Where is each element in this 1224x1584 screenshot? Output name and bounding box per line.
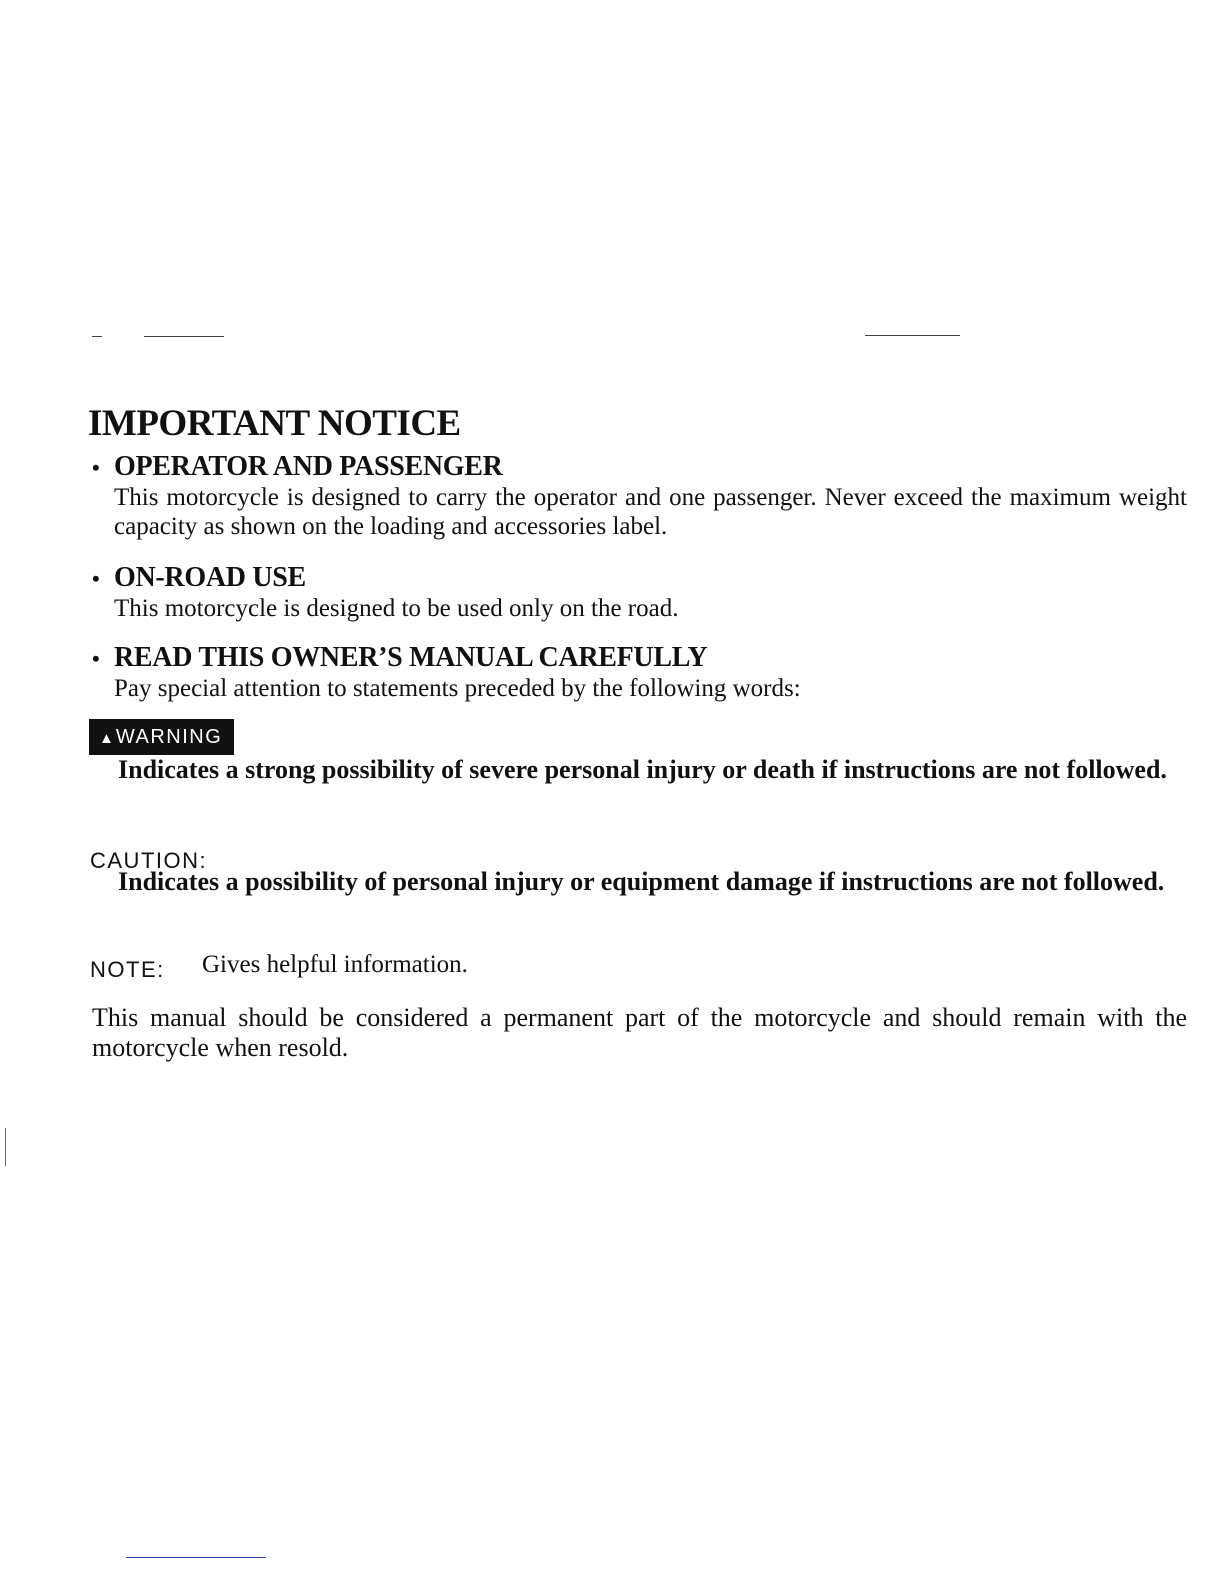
section-heading: • ON-ROAD USE — [92, 562, 306, 593]
top-left-rule-long — [144, 336, 224, 337]
bullet: • — [92, 455, 100, 480]
caution-label: CAUTION: — [90, 848, 208, 873]
bottom-rule — [126, 1557, 266, 1558]
closing-paragraph: This manual should be considered a permanent part of the motorcycle and should remain with the motorcycle when resold. — [92, 1003, 1187, 1062]
section-operator-passenger — [92, 452, 1187, 541]
warning-badge — [89, 719, 234, 755]
warning-text: Indicates a strong possibility of severe personal injury or death if instructions are not followed. — [118, 755, 1167, 784]
top-left-rule — [92, 336, 102, 337]
bullet: • — [92, 646, 100, 671]
warning-triangle-icon: ▲ — [99, 730, 114, 747]
margin-line — [5, 1128, 6, 1166]
top-right-rule — [865, 335, 960, 336]
note-text: Gives helpful information. — [202, 951, 468, 978]
section-body: This motorcycle is designed to carry the operator and one passenger. Never exceed the maximum weight capacity as shown on the loading and accessories label. — [114, 484, 1187, 540]
section-heading: • OPERATOR AND PASSENGER — [92, 451, 503, 482]
page-title: IMPORTANT NOTICE — [88, 403, 461, 444]
section-heading: • READ THIS OWNER’S MANUAL CAREFULLY — [92, 642, 708, 673]
section-body: This motorcycle is designed to be used only on the road. — [114, 595, 679, 622]
section-on-road-use — [92, 563, 1187, 623]
warning-label: WARNING — [115, 726, 223, 748]
caution-text: Indicates a possibility of personal injury or equipment damage if instructions are not followed. — [118, 867, 1165, 896]
note-label: NOTE: — [90, 957, 165, 982]
section-read-manual — [92, 643, 1187, 703]
section-body: Pay special attention to statements preceded by the following words: — [114, 675, 801, 702]
bullet: • — [92, 566, 100, 591]
